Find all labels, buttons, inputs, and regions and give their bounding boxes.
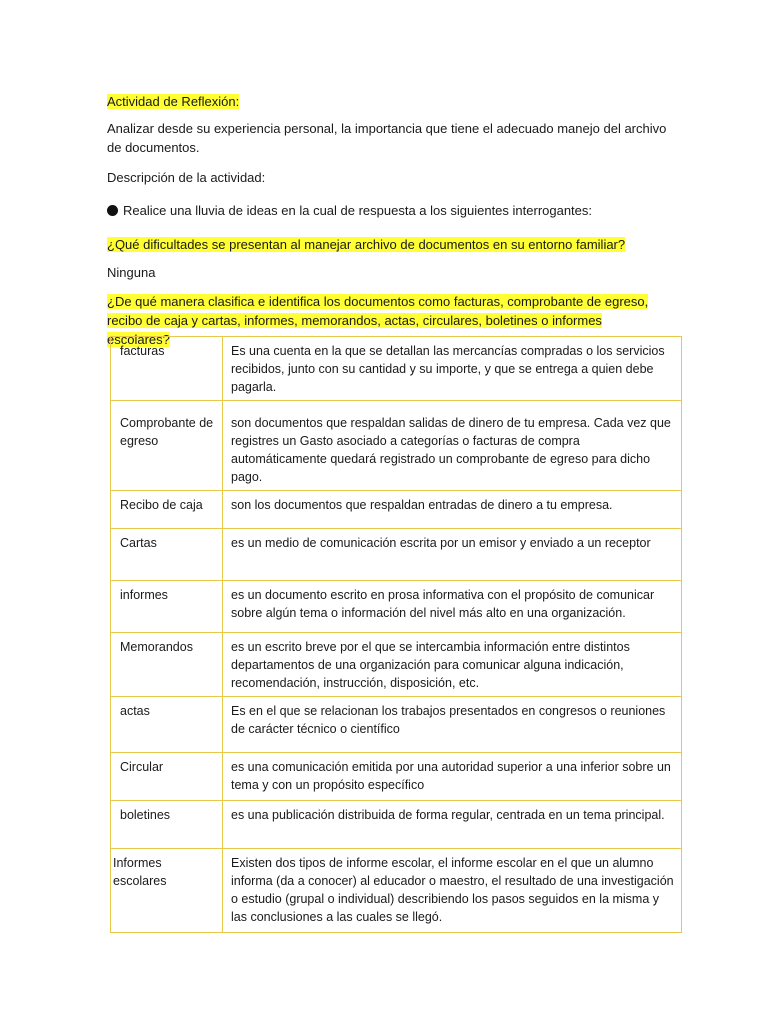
term-cell: facturas [111, 337, 223, 401]
question-2: ¿De qué manera clasifica e identifica los documentos como facturas, comprobante de egreso, recibo de caja y cartas, informes, memorandos, actas, circulares, boletines o informes escolares? [107, 294, 649, 347]
table-row [111, 529, 682, 581]
bullet-item: Realice una lluvia de ideas en la cual de respuesta a los siguientes interrogantes: [107, 201, 592, 220]
table-row [111, 401, 682, 491]
definition-cell: son documentos que respaldan salidas de dinero de tu empresa. Cada vez que registres un Gasto asociado a categorías o facturas de compra automáticamente quedará registrado un comprobante de egreso para dicho pago. [223, 401, 682, 491]
bullet-icon [107, 205, 118, 216]
term-cell: actas [111, 697, 223, 753]
definition-cell: son los documentos que respaldan entradas de dinero a tu empresa. [223, 491, 682, 529]
table-row [111, 849, 682, 933]
term-cell: Memorandos [111, 633, 223, 697]
answer-1: Ninguna [107, 265, 156, 280]
definition-cell: Existen dos tipos de informe escolar, el informe escolar en el que un alumno informa (da a conocer) al educador o maestro, el resultado de una investigación o estudio (grupal o individual) describiendo los pasos seguidos en la misma y las conclusiones a las cuales se llegó. [223, 849, 682, 933]
term-cell: Recibo de caja [111, 491, 223, 529]
term-cell: Comprobante de egreso [111, 401, 223, 491]
term-cell: Informes escolares [111, 849, 223, 933]
definition-cell: es una publicación distribuida de forma regular, centrada en un tema principal. [223, 801, 682, 849]
intro-paragraph: Analizar desde su experiencia personal, la importancia que tiene el adecuado manejo del archivo de documentos. [107, 121, 667, 155]
activity-title: Actividad de Reflexión: [107, 94, 240, 109]
table-row [111, 633, 682, 697]
definition-cell: es un escrito breve por el que se intercambia información entre distintos departamentos de una organización para comunicar alguna indicación, recomendación, instrucción, disposición, etc. [223, 633, 682, 697]
term-cell: informes [111, 581, 223, 633]
term-cell: Cartas [111, 529, 223, 581]
table-row [111, 801, 682, 849]
table-row [111, 337, 682, 401]
definition-cell: es una comunicación emitida por una autoridad superior a una inferior sobre un tema y con un propósito específico [223, 753, 682, 801]
definition-cell: Es en el que se relacionan los trabajos presentados en congresos o reuniones de carácter técnico o científico [223, 697, 682, 753]
table-row [111, 697, 682, 753]
term-cell: Circular [111, 753, 223, 801]
table-row [111, 753, 682, 801]
table-row [111, 491, 682, 529]
documents-table [110, 336, 682, 933]
definition-cell: es un medio de comunicación escrita por un emisor y enviado a un receptor [223, 529, 682, 581]
definition-cell: es un documento escrito en prosa informativa con el propósito de comunicar sobre algún tema o información del nivel más alto en una organización. [223, 581, 682, 633]
definition-cell: Es una cuenta en la que se detallan las mercancías compradas o los servicios recibidos, junto con su cantidad y su importe, y que se entrega a quien debe pagarla. [223, 337, 682, 401]
term-cell: boletines [111, 801, 223, 849]
question-1: ¿Qué dificultades se presentan al manejar archivo de documentos en su entorno familiar? [107, 237, 626, 252]
description-label: Descripción de la actividad: [107, 170, 266, 185]
table-row [111, 581, 682, 633]
